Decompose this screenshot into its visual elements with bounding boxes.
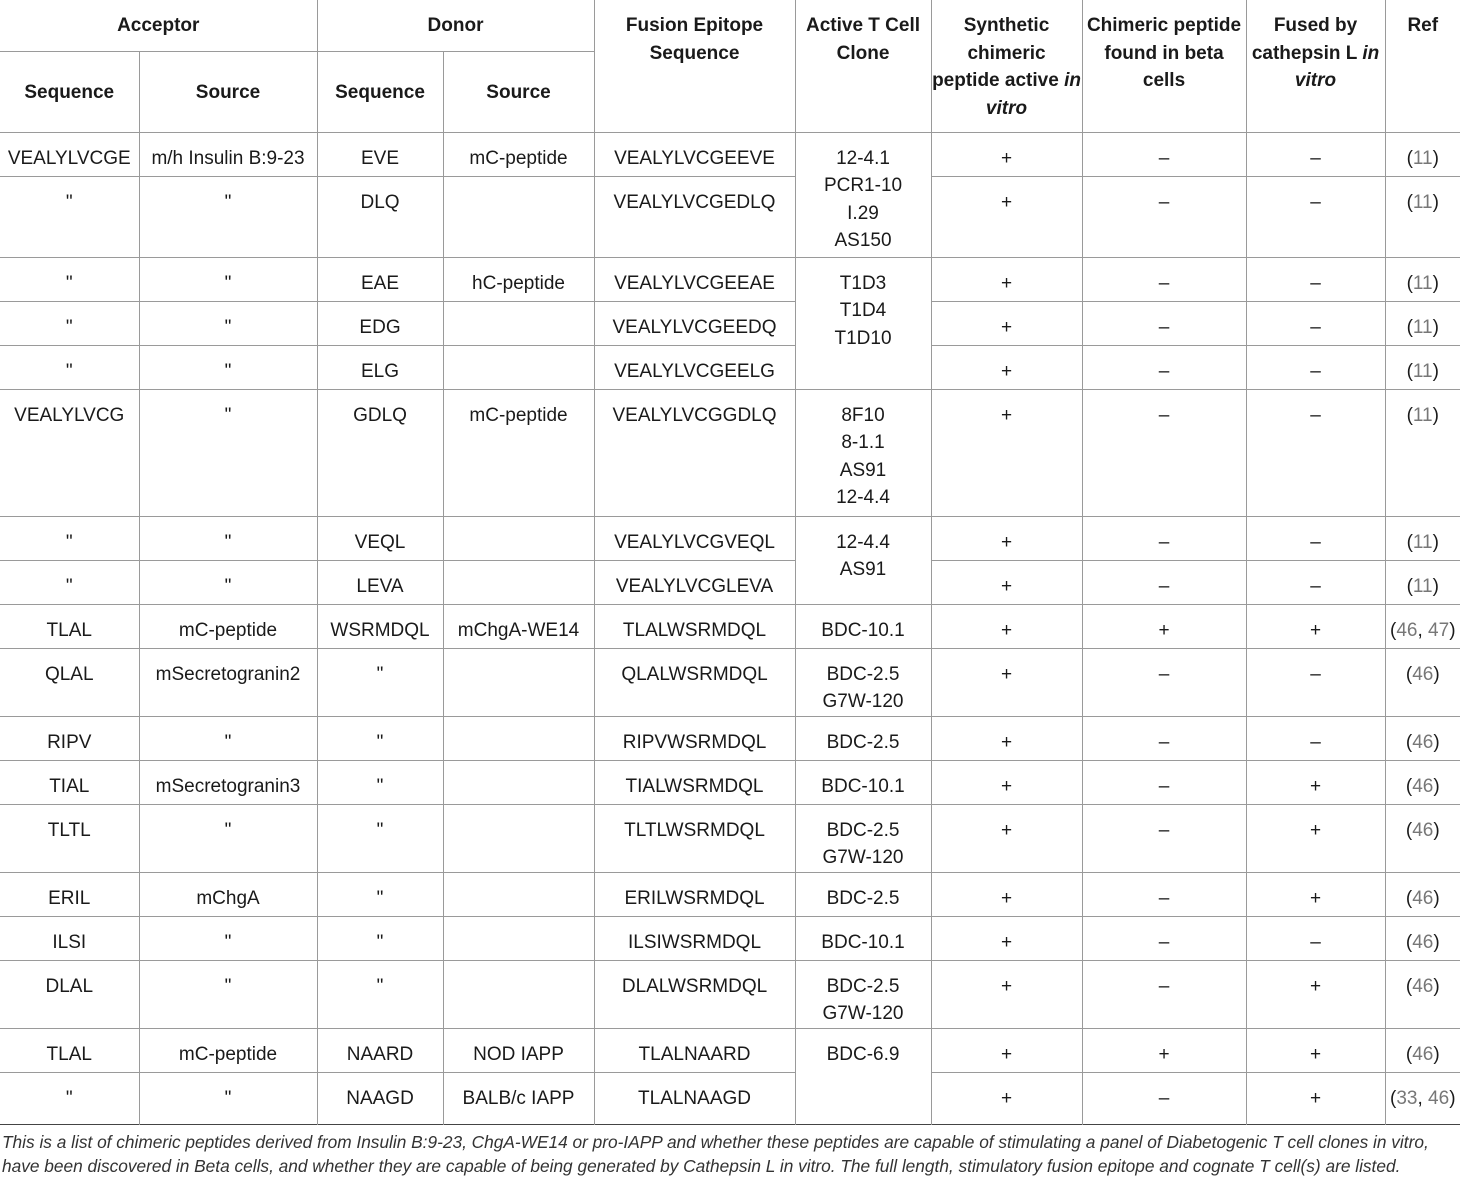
- clone-name: 8-1.1: [841, 432, 885, 453]
- acceptor-source-cell: ": [139, 345, 317, 389]
- reference-cell: (33, 46): [1385, 1072, 1460, 1124]
- acceptor-source-cell: ": [139, 389, 317, 516]
- active-clone-cell: [795, 648, 931, 716]
- fused-cathepsin-cell: +: [1246, 1072, 1385, 1124]
- active-clone-cell: [795, 804, 931, 872]
- ref-close-paren: ): [1433, 663, 1440, 685]
- found-in-beta-cell: –: [1082, 960, 1246, 1028]
- fusion-epitope-cell: TLALWSRMDQL: [594, 604, 795, 648]
- active-clone-cell: [795, 716, 931, 760]
- fused-cathepsin-cell: –: [1246, 301, 1385, 345]
- acceptor-sequence-cell: ": [65, 1087, 73, 1109]
- reference-cell: [1385, 648, 1460, 716]
- found-in-beta-cell: +: [1082, 604, 1246, 648]
- found-in-beta-cell: –: [1082, 389, 1246, 516]
- acceptor-sequence-cell: VEALYLVCG: [14, 404, 125, 426]
- ref-open-paren: (: [1405, 887, 1413, 909]
- active-clone-cell: [795, 760, 931, 804]
- synthetic-active-cell: +: [931, 301, 1082, 345]
- header-acceptor-source: Source: [139, 51, 317, 132]
- donor-sequence-cell: NAARD: [317, 1028, 443, 1072]
- ref-open-paren: (: [1406, 531, 1413, 553]
- active-clone-cell: [795, 132, 931, 257]
- clone-name: BDC-2.5: [826, 731, 900, 753]
- acceptor-sequence-cell: ": [65, 531, 73, 553]
- ref-close-paren: ): [1449, 1087, 1456, 1109]
- clone-name: G7W-120: [822, 691, 904, 712]
- donor-sequence-cell: EAE: [317, 257, 443, 301]
- acceptor-sequence-cell: ": [65, 575, 73, 597]
- table-row: [0, 301, 1460, 345]
- table-row: [0, 916, 1460, 960]
- table-row: [0, 176, 1460, 257]
- fused-cathepsin-cell: +: [1246, 604, 1385, 648]
- acceptor-source-cell: ": [139, 301, 317, 345]
- fusion-epitope-cell: TLTLWSRMDQL: [594, 804, 795, 872]
- active-clone-cell: [795, 516, 931, 604]
- table-row: [0, 804, 1460, 872]
- clone-name: 12-4.4: [836, 487, 890, 508]
- donor-source-cell: hC-peptide: [443, 257, 594, 301]
- found-in-beta-cell: –: [1082, 132, 1246, 176]
- donor-sequence-cell: ": [317, 960, 443, 1028]
- table-caption: This is a list of chimeric peptides derived from Insulin B:9-23, ChgA-WE14 or pro-IAPP and whether these peptides are capable of stimulating a panel of Diabetogenic T cell clones in vitro, have been discovered in Beta cells, and whether they are capable of being generated by Cathepsin L in vitro. The full length, stimulatory fusion epitope and cognate T cell(s) are listed.: [2, 1131, 1429, 1176]
- synthetic-active-cell: +: [931, 960, 1082, 1028]
- acceptor-source-cell: m/h Insulin B:9-23: [139, 132, 317, 176]
- active-clone-cell: [795, 960, 931, 1028]
- reference-cell: [1385, 176, 1460, 257]
- synthetic-active-cell: +: [931, 648, 1082, 716]
- active-clone-cell: [795, 1028, 931, 1124]
- ref-close-paren: ): [1432, 272, 1439, 294]
- ref-close-paren: ): [1432, 531, 1439, 553]
- found-in-beta-cell: –: [1082, 301, 1246, 345]
- ref-number: 46: [1412, 731, 1434, 753]
- synthetic-active-cell: +: [931, 1072, 1082, 1124]
- synthetic-active-cell: +: [931, 132, 1082, 176]
- ref-number: 46: [1412, 775, 1434, 797]
- donor-source-cell: mC-peptide: [443, 132, 594, 176]
- donor-source-cell: [443, 960, 594, 1028]
- donor-sequence-cell: EVE: [317, 132, 443, 176]
- reference-cell: [1385, 760, 1460, 804]
- donor-sequence-cell: ELG: [317, 345, 443, 389]
- ref-open-paren: (: [1405, 975, 1413, 997]
- table-row: [0, 960, 1460, 1028]
- table-row: [0, 760, 1460, 804]
- acceptor-source-cell: ": [139, 1072, 317, 1124]
- synthetic-active-cell: +: [931, 804, 1082, 872]
- clone-name: T1D10: [834, 327, 892, 349]
- table-row: [0, 345, 1460, 389]
- ref-close-paren: ): [1433, 731, 1440, 753]
- fusion-epitope-cell: VEALYLVCGGDLQ: [594, 389, 795, 516]
- ref-close-paren: ): [1432, 575, 1439, 597]
- clone-name: 8F10: [841, 404, 885, 426]
- acceptor-sequence-cell: ": [65, 272, 73, 294]
- reference-cell: [1385, 916, 1460, 960]
- acceptor-sequence-cell: ": [65, 360, 73, 382]
- fused-cathepsin-cell: –: [1246, 132, 1385, 176]
- donor-sequence-cell: ": [317, 804, 443, 872]
- reference-cell: [1385, 1028, 1460, 1072]
- acceptor-sequence-cell: RIPV: [47, 731, 92, 753]
- table-row: [0, 257, 1460, 301]
- donor-source-cell: [443, 760, 594, 804]
- ref-number: 46: [1412, 931, 1434, 953]
- fused-cathepsin-cell: +: [1246, 760, 1385, 804]
- donor-source-cell: [443, 872, 594, 916]
- header-found-beta: Chimeric peptide found in beta cells: [1082, 0, 1246, 132]
- fused-cathepsin-cell: –: [1246, 648, 1385, 716]
- found-in-beta-cell: –: [1082, 916, 1246, 960]
- clone-name: BDC-2.5: [826, 663, 900, 685]
- synthetic-active-cell: +: [931, 916, 1082, 960]
- clone-name: I.29: [847, 202, 879, 224]
- acceptor-source-cell: ": [139, 560, 317, 604]
- table-row: [0, 716, 1460, 760]
- reference-cell: [1385, 804, 1460, 872]
- donor-source-cell: BALB/c IAPP: [443, 1072, 594, 1124]
- ref-number: 11: [1412, 272, 1433, 294]
- header-donor-source: Source: [443, 51, 594, 132]
- donor-source-cell: [443, 916, 594, 960]
- fused-cathepsin-cell: –: [1246, 560, 1385, 604]
- ref-open-paren: (: [1405, 731, 1413, 753]
- ref-open-paren: (: [1406, 191, 1413, 213]
- acceptor-source-cell: ": [139, 716, 317, 760]
- header-fusion-epitope: Fusion Epitope Sequence: [594, 0, 795, 132]
- donor-sequence-cell: DLQ: [317, 176, 443, 257]
- ref-number: 11: [1412, 191, 1433, 213]
- donor-source-cell: mChgA-WE14: [443, 604, 594, 648]
- synthetic-active-cell: +: [931, 345, 1082, 389]
- acceptor-sequence-cell: VEALYLVCGE: [7, 147, 131, 169]
- synthetic-active-cell: +: [931, 560, 1082, 604]
- ref-open-paren: (: [1405, 663, 1413, 685]
- table-row: [0, 389, 1460, 516]
- table-row: [0, 1072, 1460, 1124]
- fusion-epitope-cell: QLALWSRMDQL: [594, 648, 795, 716]
- reference-cell: [1385, 345, 1460, 389]
- donor-source-cell: [443, 804, 594, 872]
- fusion-epitope-cell: VEALYLVCGEEDQ: [594, 301, 795, 345]
- ref-number: 46: [1396, 619, 1418, 641]
- ref-close-paren: ): [1433, 931, 1440, 953]
- acceptor-source-cell: ": [139, 916, 317, 960]
- clone-name: BDC-10.1: [821, 931, 905, 953]
- clone-name: BDC-2.5: [826, 975, 900, 997]
- fusion-epitope-cell: TLALNAARD: [594, 1028, 795, 1072]
- acceptor-sequence-cell: ": [65, 316, 73, 338]
- donor-source-cell: [443, 516, 594, 560]
- found-in-beta-cell: –: [1082, 804, 1246, 872]
- fusion-epitope-cell: VEALYLVCGVEQL: [594, 516, 795, 560]
- found-in-beta-cell: –: [1082, 257, 1246, 301]
- ref-close-paren: ): [1433, 975, 1440, 997]
- acceptor-source-cell: ": [139, 960, 317, 1028]
- ref-open-paren: (: [1405, 1043, 1413, 1065]
- fused-cathepsin-cell: +: [1246, 872, 1385, 916]
- found-in-beta-cell: –: [1082, 872, 1246, 916]
- acceptor-source-cell: mC-peptide: [139, 1028, 317, 1072]
- donor-sequence-cell: ": [317, 872, 443, 916]
- donor-sequence-cell: EDG: [317, 301, 443, 345]
- acceptor-sequence-cell: QLAL: [44, 663, 94, 685]
- acceptor-source-cell: mC-peptide: [139, 604, 317, 648]
- found-in-beta-cell: –: [1082, 345, 1246, 389]
- table-row: [0, 648, 1460, 716]
- donor-sequence-cell: NAAGD: [317, 1072, 443, 1124]
- donor-sequence-cell: ": [317, 648, 443, 716]
- ref-close-paren: ): [1432, 360, 1439, 382]
- reference-cell: (46, 47): [1385, 604, 1460, 648]
- synthetic-active-cell: +: [931, 1028, 1082, 1072]
- fusion-epitope-cell: DLALWSRMDQL: [594, 960, 795, 1028]
- acceptor-source-cell: ": [139, 516, 317, 560]
- ref-number: 33: [1396, 1087, 1418, 1109]
- synthetic-active-cell: +: [931, 760, 1082, 804]
- found-in-beta-cell: –: [1082, 516, 1246, 560]
- donor-sequence-cell: ": [317, 916, 443, 960]
- acceptor-source-cell: mSecretogranin3: [139, 760, 317, 804]
- acceptor-sequence-cell: ": [65, 191, 73, 213]
- ref-number: 46: [1412, 887, 1434, 909]
- clone-name: AS91: [839, 559, 887, 580]
- fusion-epitope-cell: VEALYLVCGLEVA: [594, 560, 795, 604]
- header-acceptor-sequence: Sequence: [0, 51, 139, 132]
- donor-source-cell: [443, 648, 594, 716]
- clone-name: BDC-10.1: [821, 775, 905, 797]
- synthetic-active-cell: +: [931, 872, 1082, 916]
- ref-number: 46: [1412, 819, 1434, 841]
- header-fused-cathepsin: Fused by cathepsin L in vitro: [1246, 0, 1385, 132]
- table-row: [0, 604, 1460, 648]
- ref-number: 11: [1412, 360, 1433, 382]
- donor-source-cell: [443, 301, 594, 345]
- active-clone-cell: [795, 257, 931, 389]
- found-in-beta-cell: –: [1082, 648, 1246, 716]
- table-row: [0, 132, 1460, 176]
- donor-sequence-cell: ": [317, 716, 443, 760]
- clone-name: AS91: [839, 459, 887, 481]
- fusion-epitope-cell: VEALYLVCGEDLQ: [594, 176, 795, 257]
- donor-sequence-cell: VEQL: [317, 516, 443, 560]
- acceptor-source-cell: ": [139, 804, 317, 872]
- reference-cell: [1385, 257, 1460, 301]
- table-row: [0, 560, 1460, 604]
- donor-source-cell: [443, 716, 594, 760]
- clone-name: 12-4.4: [836, 531, 890, 553]
- fusion-epitope-cell: TIALWSRMDQL: [594, 760, 795, 804]
- table-row: [0, 516, 1460, 560]
- clone-name: PCR1-10: [823, 175, 903, 196]
- acceptor-source-cell: ": [139, 257, 317, 301]
- ref-number: 46: [1412, 975, 1434, 997]
- fused-cathepsin-cell: –: [1246, 716, 1385, 760]
- fused-cathepsin-cell: +: [1246, 1028, 1385, 1072]
- fusion-epitope-cell: ILSIWSRMDQL: [594, 916, 795, 960]
- fusion-epitope-cell: TLALNAAGD: [594, 1072, 795, 1124]
- synthetic-active-cell: +: [931, 176, 1082, 257]
- ref-number: 46: [1412, 1043, 1434, 1065]
- ref-open-paren: (: [1405, 819, 1413, 841]
- ref-number: 46: [1412, 663, 1434, 685]
- clone-name: G7W-120: [822, 847, 904, 868]
- reference-cell: [1385, 132, 1460, 176]
- ref-number: 11: [1412, 147, 1433, 169]
- fusion-epitope-cell: VEALYLVCGEEAE: [594, 257, 795, 301]
- ref-close-paren: ): [1432, 147, 1439, 169]
- ref-open-paren: (: [1406, 316, 1413, 338]
- reference-cell: [1385, 516, 1460, 560]
- ref-number: 47: [1428, 619, 1450, 641]
- reference-cell: [1385, 872, 1460, 916]
- acceptor-sequence-cell: ERIL: [48, 887, 91, 909]
- found-in-beta-cell: –: [1082, 560, 1246, 604]
- clone-name: BDC-2.5: [826, 887, 900, 909]
- acceptor-sequence-cell: TLTL: [47, 819, 91, 841]
- fusion-epitope-cell: VEALYLVCGEEVE: [594, 132, 795, 176]
- fused-cathepsin-cell: –: [1246, 516, 1385, 560]
- fused-cathepsin-cell: +: [1246, 960, 1385, 1028]
- ref-open-paren: (: [1390, 1087, 1397, 1109]
- synthetic-active-cell: +: [931, 389, 1082, 516]
- header-synthetic-active: Synthetic chimeric peptide active in vitro: [931, 0, 1082, 132]
- donor-sequence-cell: LEVA: [317, 560, 443, 604]
- donor-source-cell: [443, 176, 594, 257]
- ref-number: 11: [1412, 316, 1433, 338]
- acceptor-sequence-cell: TIAL: [49, 775, 90, 797]
- ref-open-paren: (: [1406, 575, 1413, 597]
- ref-open-paren: (: [1406, 272, 1413, 294]
- ref-close-paren: ): [1449, 619, 1456, 641]
- table-row: [0, 1028, 1460, 1072]
- active-clone-cell: [795, 916, 931, 960]
- synthetic-active-cell: +: [931, 257, 1082, 301]
- donor-source-cell: NOD IAPP: [443, 1028, 594, 1072]
- fused-cathepsin-cell: –: [1246, 916, 1385, 960]
- clone-name: T1D3: [839, 272, 887, 294]
- ref-open-paren: (: [1405, 775, 1413, 797]
- header-donor-sequence: Sequence: [317, 51, 443, 132]
- active-clone-cell: [795, 389, 931, 516]
- donor-sequence-cell: GDLQ: [317, 389, 443, 516]
- clone-name: G7W-120: [822, 1003, 904, 1024]
- acceptor-sequence-cell: DLAL: [45, 975, 94, 997]
- synthetic-active-cell: +: [931, 516, 1082, 560]
- fused-cathepsin-cell: –: [1246, 389, 1385, 516]
- found-in-beta-cell: –: [1082, 176, 1246, 257]
- header-donor: Donor: [317, 0, 594, 51]
- clone-name: BDC-2.5: [826, 819, 900, 841]
- table-row: [0, 872, 1460, 916]
- fused-cathepsin-cell: –: [1246, 345, 1385, 389]
- acceptor-source-cell: mSecretogranin2: [139, 648, 317, 716]
- header-active-clone: Active T Cell Clone: [795, 0, 931, 132]
- clone-name: BDC-10.1: [821, 619, 905, 641]
- fusion-epitope-cell: VEALYLVCGEELG: [594, 345, 795, 389]
- found-in-beta-cell: +: [1082, 1028, 1246, 1072]
- ref-close-paren: ): [1432, 316, 1439, 338]
- ref-close-paren: ): [1433, 1043, 1440, 1065]
- header-acceptor: Acceptor: [117, 15, 200, 36]
- reference-cell: [1385, 560, 1460, 604]
- acceptor-source-cell: mChgA: [139, 872, 317, 916]
- clone-name: 12-4.1: [836, 147, 890, 169]
- acceptor-sequence-cell: TLAL: [46, 1043, 92, 1065]
- donor-source-cell: mC-peptide: [443, 389, 594, 516]
- donor-sequence-cell: ": [317, 760, 443, 804]
- ref-number: 11: [1412, 575, 1433, 597]
- fusion-epitope-cell: ERILWSRMDQL: [594, 872, 795, 916]
- donor-source-cell: [443, 345, 594, 389]
- ref-open-paren: (: [1406, 404, 1413, 426]
- ref-close-paren: ): [1432, 191, 1439, 213]
- table-body: [0, 132, 1460, 1124]
- acceptor-sequence-cell: TLAL: [46, 619, 92, 641]
- clone-name: BDC-6.9: [826, 1043, 900, 1065]
- ref-number: 46: [1428, 1087, 1450, 1109]
- ref-open-paren: (: [1406, 360, 1413, 382]
- fusion-epitope-cell: RIPVWSRMDQL: [594, 716, 795, 760]
- found-in-beta-cell: –: [1082, 716, 1246, 760]
- clone-name: T1D4: [839, 300, 887, 321]
- donor-sequence-cell: WSRMDQL: [317, 604, 443, 648]
- found-in-beta-cell: –: [1082, 760, 1246, 804]
- reference-cell: [1385, 716, 1460, 760]
- ref-close-paren: ): [1432, 404, 1439, 426]
- acceptor-source-cell: ": [139, 176, 317, 257]
- synthetic-active-cell: +: [931, 604, 1082, 648]
- ref-number: 11: [1412, 531, 1433, 553]
- active-clone-cell: [795, 604, 931, 648]
- ref-close-paren: ): [1433, 775, 1440, 797]
- ref-open-paren: (: [1405, 931, 1413, 953]
- reference-cell: [1385, 301, 1460, 345]
- synthetic-active-cell: +: [931, 716, 1082, 760]
- ref-open-paren: (: [1406, 147, 1413, 169]
- ref-close-paren: ): [1433, 887, 1440, 909]
- fused-cathepsin-cell: –: [1246, 176, 1385, 257]
- ref-close-paren: ): [1433, 819, 1440, 841]
- fused-cathepsin-cell: –: [1246, 257, 1385, 301]
- ref-open-paren: (: [1390, 619, 1397, 641]
- reference-cell: [1385, 960, 1460, 1028]
- ref-number: 11: [1412, 404, 1433, 426]
- active-clone-cell: [795, 872, 931, 916]
- donor-source-cell: [443, 560, 594, 604]
- fused-cathepsin-cell: +: [1246, 804, 1385, 872]
- header-ref: Ref: [1385, 0, 1460, 132]
- reference-cell: [1385, 389, 1460, 516]
- found-in-beta-cell: –: [1082, 1072, 1246, 1124]
- clone-name: AS150: [834, 230, 892, 251]
- acceptor-sequence-cell: ILSI: [52, 931, 87, 953]
